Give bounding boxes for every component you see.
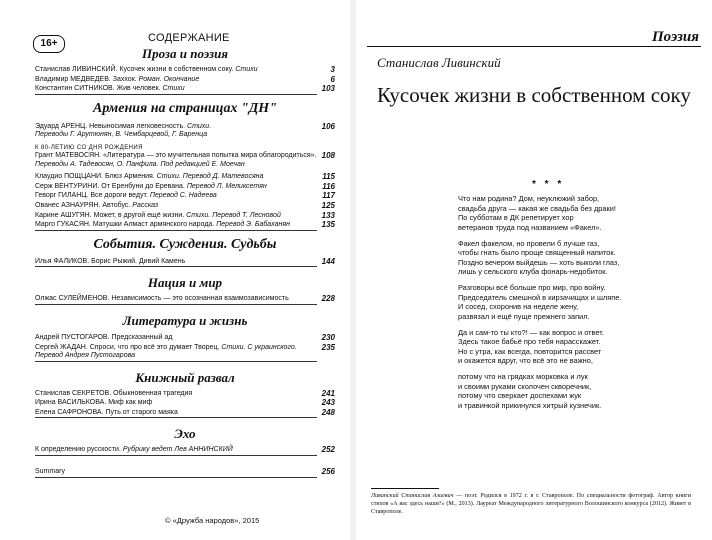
footnote-rule	[371, 488, 439, 489]
toc-section-title: Проза и поэзия	[141, 46, 229, 61]
toc-entry-genre: Переводы А. Тадевосян, О. Панфила. Под редакцией Е. Моечан	[35, 160, 245, 168]
toc-entry-author: Карине АШУГЯН.	[35, 211, 92, 219]
toc-entry[interactable]	[35, 221, 335, 230]
toc-entry-line	[35, 390, 317, 399]
toc-entry-line	[35, 85, 317, 94]
toc-entry-text: Спроси, что про всё это думает Творец.	[87, 343, 220, 351]
toc-entry[interactable]	[35, 85, 335, 94]
poem-stanza	[458, 328, 621, 366]
poem-line: Здесь такое бабьё про тебя нарасскажет.	[458, 337, 601, 347]
toc-entry[interactable]	[35, 192, 335, 201]
toc-entry-genre: Перевод С. Надеева	[147, 192, 217, 200]
toc-section-rule	[35, 417, 317, 418]
toc-entry-author: Илья ФАЛИКОВ.	[35, 257, 90, 265]
toc-entry[interactable]	[35, 258, 335, 267]
toc-entry-text: Обыкновенная трагедия	[111, 389, 193, 397]
poem-body	[458, 194, 621, 417]
poem-stanza	[458, 283, 621, 321]
copyright: © «Дружба народов», 2015	[165, 516, 260, 525]
toc-entry-author: Олжас СУЛЕЙМЕНОВ.	[35, 295, 110, 303]
toc-section-rule	[35, 361, 317, 362]
toc-page-number: 6	[330, 74, 335, 84]
toc-page-number: 248	[321, 407, 335, 417]
toc-entry-line	[35, 131, 317, 140]
toc-page-number: 106	[321, 121, 335, 131]
toc-page-number: 108	[321, 150, 335, 160]
toc-entry-author: Серж ВЕНТУРИНИ.	[35, 182, 100, 190]
toc-entry[interactable]	[35, 334, 335, 343]
toc-entry-line	[35, 344, 317, 353]
toc-entry[interactable]	[35, 183, 335, 192]
toc-section-rule	[35, 94, 317, 95]
toc-page-number: 241	[321, 388, 335, 398]
toc-page-number: 133	[321, 210, 335, 220]
toc-entry[interactable]	[35, 399, 335, 408]
toc-entry-line	[35, 352, 317, 361]
toc-entry-text: Миф как миф	[106, 399, 153, 407]
toc-entry-line	[35, 161, 317, 170]
toc-entry-author: Ованес АЗНАУРЯН.	[35, 201, 101, 209]
toc-entry-line	[35, 183, 317, 192]
toc-page-number: 230	[321, 332, 335, 342]
toc-entry[interactable]	[35, 202, 335, 211]
poem-stanza	[458, 194, 621, 232]
toc-section-rule	[35, 477, 317, 478]
toc-entry-text: Заххок.	[110, 75, 137, 83]
toc-entry-line	[35, 173, 317, 182]
toc-page-number: 252	[321, 445, 335, 455]
toc-entry-text: Независимость — это осознанная взаимозависимость	[109, 295, 289, 303]
toc-entry-line	[35, 295, 317, 304]
poem-line: Председатель смешной в кирзачищах и шляпе.	[458, 292, 622, 302]
toc-entry-genre: Стихи	[233, 66, 258, 73]
toc-entry-text: Автобус.	[100, 201, 131, 209]
toc-entry-author: Ирина ВАСИЛЬКОВА.	[35, 399, 107, 407]
poem-line: ветеранов труда под названием «Факел».	[458, 222, 602, 232]
toc-page-number: 117	[322, 191, 335, 201]
toc-entry-author: Елена САФРОНОВА.	[35, 408, 104, 416]
rubric-rule	[367, 46, 701, 47]
toc-entry-text: Жив человек.	[114, 85, 161, 93]
toc-entry[interactable]	[35, 446, 335, 455]
toc-entry[interactable]	[35, 295, 335, 304]
poem-line: Разговоры всё больше про мир, про войну.	[458, 283, 606, 293]
toc-entry-genre: Стихи. С украинского.	[219, 343, 297, 351]
toc-entry-author: Андрей ПУСТОГАРОВ.	[35, 333, 110, 341]
toc-page-number: 103	[321, 84, 335, 94]
poem-line: Поздно вечером выйдешь — хоть выколи глаз,	[458, 257, 620, 267]
poem-author: Станислав Ливинский	[377, 55, 501, 70]
poem-line: По субботам в ДК репетирует хор	[458, 213, 574, 223]
toc-title: СОДЕРЖАНИЕ	[148, 32, 230, 44]
poem-line: Но с утра, как всегда, повторится рассвет	[458, 346, 602, 356]
poem-line: свадьба друга — какая же свадьба без драки!	[458, 203, 616, 213]
toc-entry-text: Предсказанный ад	[109, 333, 173, 341]
toc-entry-genre: Рубрику ведет Лев АННИНСКИЙ	[120, 446, 233, 454]
toc-entry-line	[35, 202, 317, 211]
toc-entry-text: Путь от старого маяка	[103, 408, 178, 416]
toc-page-number: 228	[321, 294, 335, 304]
poem-line: чтобы гнать было проще священный напиток.	[458, 248, 616, 258]
toc-entry-line	[35, 76, 317, 85]
toc-entry-genre: Стихи. Перевод Д. Матевосяна	[154, 173, 264, 181]
toc-page-number: 243	[321, 398, 335, 408]
poem-line: и травинкой прикинулся хитрый кузнечик.	[458, 401, 602, 411]
toc-section-title: Эхо	[174, 426, 196, 442]
toc-entry-line	[35, 468, 317, 477]
toc-entry-text: Невыносимая легковесность.	[87, 122, 186, 130]
toc-entry-author: Станислав ЛИВИНСКИЙ.	[35, 66, 118, 73]
toc-entry-genre: Роман. Окончание	[136, 75, 200, 83]
toc-page-number: 116	[322, 181, 335, 191]
toc-section-title: Книжный развал	[135, 369, 235, 385]
toc-entry-author: Клаудио ПОЩЦАНИ.	[35, 173, 103, 181]
toc-entry[interactable]	[35, 173, 335, 182]
toc-entry-line	[35, 258, 317, 267]
poem-line: лишь у сельского клуба фонарь-недобиток.	[458, 267, 608, 277]
toc-entry-genre: Стихи	[160, 85, 185, 93]
toc-entry-genre: Рассказ	[130, 201, 159, 209]
poem-stanza	[458, 372, 621, 410]
toc-entry-genre: Переводы Г. Арутюнян, В. Чембарцевой, Г. Баренца	[35, 131, 208, 139]
toc-entry-genre: Перевод Э. Бабаханян	[214, 221, 290, 229]
poem-stars-divider: * * *	[532, 179, 565, 190]
toc-entry-author: Эдуард АРЕНЦ.	[35, 122, 88, 130]
rubric-title: Поэзия	[652, 29, 699, 45]
toc-entry-text: Может, в другой ещё жизни.	[91, 211, 185, 219]
toc-entry[interactable]	[35, 344, 335, 361]
toc-entry-text: Борис Рыжий. Дивий Камень	[89, 257, 186, 265]
toc-entry-genre: Стихи.	[185, 122, 212, 130]
toc-entry[interactable]	[35, 76, 335, 85]
toc-entry-genre: Перевод Л. Меликсетян	[184, 182, 267, 190]
toc-entry-text: Матушки Алмаст армянского народа.	[90, 221, 215, 229]
toc-entry-author: Марго ГУКАСЯН.	[35, 221, 91, 229]
toc-page-number: 135	[321, 220, 335, 230]
poem-line: развязал и ещё пуще прежнего запил.	[458, 311, 590, 321]
poem-line: И сосед, схоронив на неделе жену,	[458, 302, 579, 312]
toc-entry-text: Все дороги ведут.	[88, 192, 148, 200]
poem-line: потому что сверкает доспехами жук	[458, 391, 582, 401]
poem-line: Факел факелом, но провели б лучше газ,	[458, 238, 600, 248]
toc-entry[interactable]	[35, 212, 335, 221]
toc-note: К 80-ЛЕТИЮ СО ДНЯ РОЖДЕНИЯ	[35, 144, 143, 151]
poem-line: Да и сам-то ты кто?! — как вопрос и ответ.	[458, 327, 604, 337]
toc-entry-author: Владимир МЕДВЕДЕВ.	[35, 75, 111, 83]
toc-entry-line	[35, 192, 317, 201]
poem-title: Кусочек жизни в собственном соку	[377, 83, 691, 107]
toc-entry-author: Геворг ГИЛАНЦ.	[35, 192, 89, 200]
poem-line: Что нам родина? Дом, неуклюжий забор,	[458, 194, 600, 203]
left-page	[0, 0, 350, 540]
toc-section-rule	[35, 266, 317, 267]
toc-entry-text: Кусочек жизни в собственном соку.	[117, 66, 234, 73]
toc-entry[interactable]	[35, 390, 335, 399]
toc-entry-author: Станислав СЕКРЕТОВ.	[35, 389, 112, 397]
toc-page-number: 144	[321, 256, 335, 266]
toc-page-number: 115	[322, 172, 335, 182]
toc-entry-line	[35, 446, 317, 455]
age-rating-badge: 16+	[33, 35, 65, 53]
toc-entry[interactable]	[35, 123, 335, 140]
toc-section-title: Нация и мир	[147, 275, 223, 291]
author-bio	[371, 492, 691, 516]
toc-page-number: 125	[321, 200, 335, 210]
toc-entry-line	[35, 409, 317, 418]
toc-entry-line	[35, 152, 317, 161]
poem-line: и своими руками сколочен скворечник,	[458, 381, 592, 391]
toc-entry-author: Грант МАТЕВОСЯН.	[35, 151, 102, 159]
toc-entry-genre: Стихи. Перевод Т. Лесновой	[184, 211, 281, 219]
toc-entry-text: К определению русскости.	[35, 446, 121, 454]
toc-entry-text: Summary	[35, 468, 65, 476]
toc-page-number: 3	[330, 65, 335, 74]
toc-entry-line	[35, 212, 317, 221]
toc-entry[interactable]	[35, 152, 335, 169]
toc-page-number: 235	[321, 342, 335, 352]
bio-name: Ливинский Станислав Алиевич	[371, 493, 454, 499]
toc-section-rule	[35, 304, 317, 305]
toc-entry-line	[35, 399, 317, 408]
toc-entry-text: «Литература — это мучительная попытка мира облагородиться».	[101, 151, 317, 159]
bio-text: — поэт. Родился в 1972 г. в г. Ставрополе. По специальности фотограф. Автор книги стихов «А вас здесь наши?» (М., 2013). Лауреат Международного литературного Волошинского конкурса (2012). Живет в Ставрополе.	[371, 493, 692, 515]
toc-entry[interactable]	[35, 409, 335, 418]
toc-entry-author: Константин СИТНИКОВ.	[35, 85, 115, 93]
toc-entry-line	[35, 221, 317, 230]
toc-page-number: 256	[321, 467, 335, 477]
toc-section-title: Литература и жизнь	[122, 312, 248, 328]
toc-section-rule	[35, 230, 317, 231]
toc-entry-author: Сергей ЖАДАН.	[35, 343, 88, 351]
toc-entry-text: Блюз Армения.	[103, 173, 155, 181]
toc-entry[interactable]	[35, 468, 335, 477]
poem-stanza	[458, 239, 621, 277]
toc-section-title: Армения на страницах "ДН"	[93, 100, 277, 116]
poem-line: и окажется вдруг, что всё это не важно,	[458, 356, 593, 366]
toc-entry-genre: Перевод Андрея Пустогарова	[35, 352, 135, 360]
poem-line: потому что на грядках морковка и лук	[458, 372, 588, 382]
toc-entry-line	[35, 334, 317, 343]
table-of-contents	[35, 46, 335, 478]
toc-section-title: События. Суждения. Судьбы	[93, 236, 277, 252]
toc-entry-line	[35, 66, 317, 75]
toc-entry[interactable]	[35, 66, 335, 75]
toc-entry-text: От Еренбуни до Еревана.	[99, 182, 185, 190]
